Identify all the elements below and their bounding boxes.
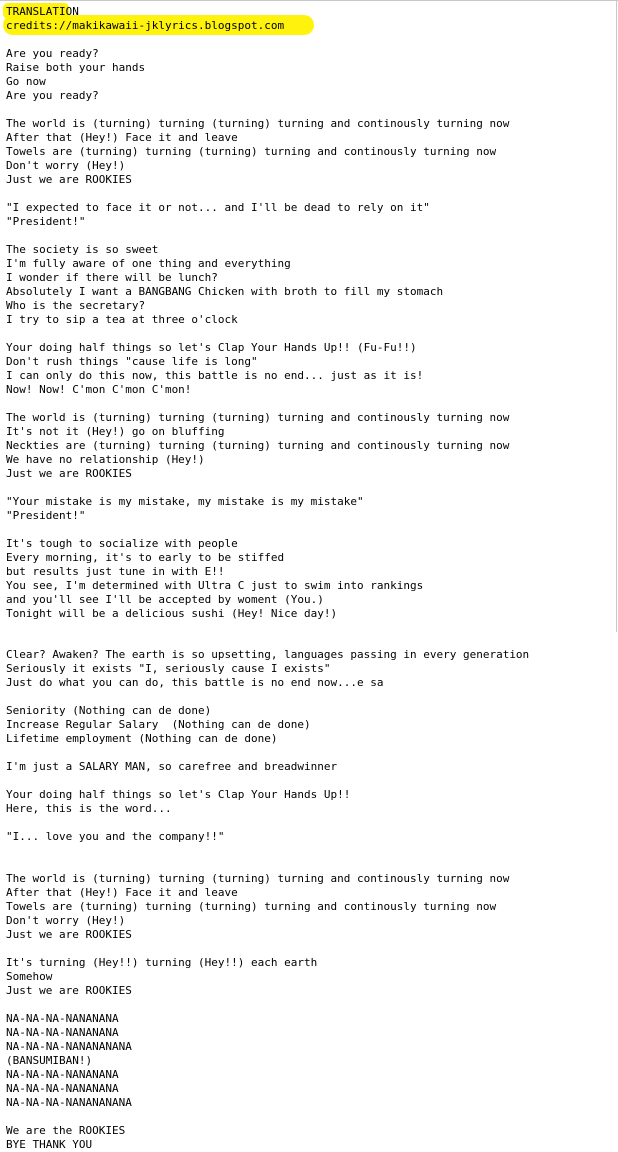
blank-line [6, 187, 612, 201]
right-border [616, 0, 617, 632]
lyric-line: Just we are ROOKIES [6, 984, 132, 997]
lyric-line: I can only do this now, this battle is no end... just as it is! [6, 369, 424, 382]
blank-line [6, 998, 612, 1012]
blank-line [6, 844, 612, 858]
lyric-line: but results just tune in with E!! [6, 565, 225, 578]
lyric-line: Your doing half things so let's Clap Your Hands Up!! [6, 788, 351, 801]
lyric-line: Towels are (turning) turning (turning) turning and continously turning now [6, 145, 497, 158]
lyric-line: The world is (turning) turning (turning) turning and continously turning now [6, 117, 510, 130]
blank-line [6, 858, 612, 872]
lyric-line: Somehow [6, 970, 53, 983]
lyric-line: Here, this is the word... [6, 802, 172, 815]
lyric-line: Are you ready? [6, 47, 99, 60]
blank-line [6, 1110, 612, 1124]
lyric-line: Your doing half things so let's Clap Your Hands Up!! (Fu-Fu!!) [6, 341, 417, 354]
lyric-line: We have no relationship (Hey!) [6, 453, 205, 466]
lyric-line: Just we are ROOKIES [6, 467, 132, 480]
lyric-line: Don't worry (Hey!) [6, 914, 126, 927]
blank-line [6, 103, 612, 117]
lyric-line: Seniority (Nothing can de done) [6, 704, 212, 717]
lyrics-block-top [6, 5, 612, 621]
lyric-line: Raise both your hands [6, 61, 146, 74]
lyric-line: Seriously it exists "I, seriously cause I exists" [6, 662, 331, 675]
lyric-line: Every morning, it's to early to be stiffed [6, 551, 285, 564]
lyric-line: NA-NA-NA-NANANANA [6, 1068, 119, 1081]
lyric-line: Just we are ROOKIES [6, 173, 132, 186]
lyric-line: Don't rush things "cause life is long" [6, 355, 258, 368]
lyric-line: "President!" [6, 509, 86, 522]
lyric-line: Towels are (turning) turning (turning) turning and continously turning now [6, 900, 497, 913]
lyric-line: Who is the secretary? [6, 299, 146, 312]
lyric-line: "I... love you and the company!!" [6, 830, 225, 843]
blank-line [6, 327, 612, 341]
lyric-line: It's tough to socialize with people [6, 537, 238, 550]
lyric-line: Increase Regular Salary (Nothing can de done) [6, 718, 311, 731]
lyric-line: NA-NA-NA-NANANANANA [6, 1040, 132, 1053]
blank-line [6, 774, 612, 788]
lyric-line: NA-NA-NA-NANANANANA [6, 1096, 132, 1109]
lyric-line: After that (Hey!) Face it and leave [6, 131, 238, 144]
lyric-line: It's turning (Hey!!) turning (Hey!!) each earth [6, 956, 318, 969]
lyric-line: You see, I'm determined with Ultra C just to swim into rankings [6, 579, 424, 592]
lyric-line: Clear? Awaken? The earth is so upsetting, languages passing in every generation [6, 648, 530, 661]
lyric-line: I try to sip a tea at three o'clock [6, 313, 238, 326]
lyric-line: (BANSUMIBAN!) [6, 1054, 93, 1067]
top-border [0, 0, 618, 1]
lyric-line: After that (Hey!) Face it and leave [6, 886, 238, 899]
lyric-line: Neckties are (turning) turning (turning) turning and continously turning now [6, 439, 510, 452]
lyric-line: Lifetime employment (Nothing can de done) [6, 732, 278, 745]
lyric-line: It's not it (Hey!) go on bluffing [6, 425, 225, 438]
lyric-line: "I expected to face it or not... and I'll be dead to rely on it" [6, 201, 430, 214]
lyric-line: "President!" [6, 215, 86, 228]
lyric-line: The world is (turning) turning (turning) turning and continously turning now [6, 872, 510, 885]
lyric-line: Are you ready? [6, 89, 99, 102]
lyric-line: Just we are ROOKIES [6, 928, 132, 941]
lyric-line: Go now [6, 75, 46, 88]
lyric-line: The society is so sweet [6, 243, 159, 256]
lyric-line: NA-NA-NA-NANANANA [6, 1082, 119, 1095]
lyrics-block-bottom [6, 648, 612, 1152]
lyric-line: I'm just a SALARY MAN, so carefree and breadwinner [6, 760, 338, 773]
lyric-line: NA-NA-NA-NANANANA [6, 1012, 119, 1025]
lyric-line: I wonder if there will be lunch? [6, 271, 218, 284]
lyric-line: NA-NA-NA-NANANANA [6, 1026, 119, 1039]
lyric-line: We are the ROOKIES [6, 1124, 126, 1137]
credits-line: credits://makikawaii-jklyrics.blogspot.com [6, 19, 285, 32]
blank-line [6, 523, 612, 537]
blank-line [6, 746, 612, 760]
lyric-line: Tonight will be a delicious sushi (Hey! Nice day!) [6, 607, 338, 620]
lyric-line: The world is (turning) turning (turning) turning and continously turning now [6, 411, 510, 424]
blank-line [6, 397, 612, 411]
lyric-line: I'm fully aware of one thing and everything [6, 257, 291, 270]
lyric-line: Just do what you can do, this battle is no end now...e sa [6, 676, 384, 689]
lyric-line: Don't worry (Hey!) [6, 159, 126, 172]
blank-line [6, 481, 612, 495]
blank-line [6, 816, 612, 830]
translation-title: TRANSLATION [6, 5, 79, 18]
lyric-line: and you'll see I'll be accepted by woment (You.) [6, 593, 324, 606]
blank-line [6, 229, 612, 243]
lyric-line: Now! Now! C'mon C'mon C'mon! [6, 383, 192, 396]
lyric-line: Absolutely I want a BANGBANG Chicken with broth to fill my stomach [6, 285, 444, 298]
lyric-line: BYE THANK YOU [6, 1138, 93, 1151]
blank-line [6, 33, 612, 47]
blank-line [6, 690, 612, 704]
lyric-line: "Your mistake is my mistake, my mistake is my mistake" [6, 495, 364, 508]
blank-line [6, 942, 612, 956]
